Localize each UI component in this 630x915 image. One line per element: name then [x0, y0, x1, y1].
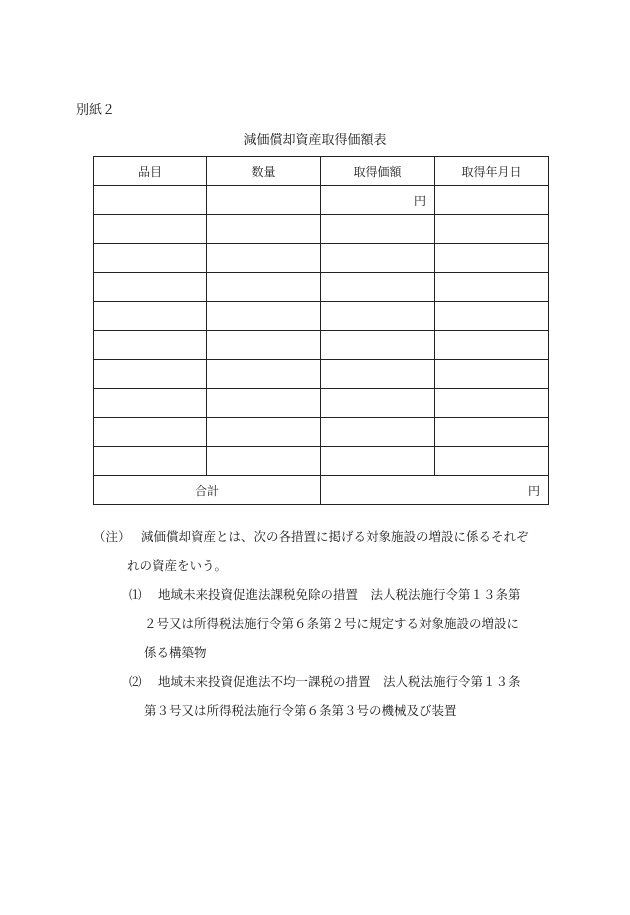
- cell-acquisition-date: [435, 215, 549, 244]
- cell-acquisition-date: [435, 302, 549, 331]
- attachment-label: 別紙２: [76, 103, 116, 118]
- cell-item: [94, 389, 207, 418]
- cell-quantity: [207, 389, 321, 418]
- cell-acquisition-date: [435, 244, 549, 273]
- header-item: 品目: [94, 157, 207, 186]
- cell-acquisition-cost: [321, 273, 435, 302]
- cell-quantity: [207, 273, 321, 302]
- cell-item: [94, 244, 207, 273]
- cell-acquisition-cost: [321, 360, 435, 389]
- cell-acquisition-date: [435, 360, 549, 389]
- cell-acquisition-date: [435, 418, 549, 447]
- table-row: [94, 331, 549, 360]
- note-item-1-line-2: ２号又は所得税法施行令第６条第２号に規定する対象施設の増設に: [144, 616, 520, 631]
- cell-acquisition-cost: [321, 418, 435, 447]
- table-header-row: [94, 157, 549, 186]
- table-row: [94, 302, 549, 331]
- cell-quantity: [207, 302, 321, 331]
- cell-item: [94, 273, 207, 302]
- header-acquisition-date: 取得年月日: [435, 157, 549, 186]
- cell-quantity: [207, 447, 321, 476]
- cell-item: [94, 360, 207, 389]
- table-row: [94, 215, 549, 244]
- table-row: [94, 186, 549, 215]
- cell-item: [94, 447, 207, 476]
- cell-acquisition-cost: [321, 389, 435, 418]
- cell-item: [94, 302, 207, 331]
- note-item-2-marker: ⑵: [129, 674, 142, 689]
- note-text-line-2: れの資産をいう。: [127, 558, 228, 573]
- cell-acquisition-date: [435, 331, 549, 360]
- total-row: [94, 476, 549, 505]
- cell-item: [94, 331, 207, 360]
- cell-quantity: [207, 418, 321, 447]
- cell-item: [94, 186, 207, 215]
- cell-acquisition-cost: 円: [321, 186, 435, 215]
- cell-acquisition-cost: [321, 302, 435, 331]
- cell-acquisition-cost: [321, 215, 435, 244]
- table-row: [94, 447, 549, 476]
- asset-cost-table: [93, 156, 549, 505]
- table-row: [94, 418, 549, 447]
- cell-acquisition-cost: [321, 447, 435, 476]
- cell-acquisition-date: [435, 447, 549, 476]
- cell-item: [94, 215, 207, 244]
- cell-item: [94, 418, 207, 447]
- document-title: 減価償却資産取得価額表: [243, 133, 387, 148]
- note-item-1-marker: ⑴: [129, 587, 142, 602]
- header-acquisition-cost: 取得価額: [321, 157, 435, 186]
- table-row: [94, 244, 549, 273]
- cell-acquisition-cost: [321, 331, 435, 360]
- cell-acquisition-cost: [321, 244, 435, 273]
- note-item-2-line-1: 地域未来投資促進法不均一課税の措置 法人税法施行令第１３条: [158, 674, 521, 689]
- cell-quantity: [207, 244, 321, 273]
- cell-quantity: [207, 360, 321, 389]
- note-item-2-line-2: 第３号又は所得税法施行令第６条第３号の機械及び装置: [144, 703, 457, 718]
- total-amount-unit: 円: [321, 476, 549, 505]
- note-item-1-line-1: 地域未来投資促進法課税免除の措置 法人税法施行令第１３条第: [158, 587, 521, 602]
- cell-acquisition-date: [435, 273, 549, 302]
- cell-quantity: [207, 186, 321, 215]
- table-row: [94, 389, 549, 418]
- cell-acquisition-date: [435, 186, 549, 215]
- cell-acquisition-date: [435, 389, 549, 418]
- total-label: 合計: [94, 476, 321, 505]
- note-text-line-1: 減価償却資産とは、次の各措置に掲げる対象施設の増設に係るそれぞ: [141, 529, 529, 544]
- cell-quantity: [207, 331, 321, 360]
- note-marker: （注）: [93, 529, 131, 544]
- table-row: [94, 360, 549, 389]
- table-row: [94, 273, 549, 302]
- header-quantity: 数量: [207, 157, 321, 186]
- cell-quantity: [207, 215, 321, 244]
- note-item-1-line-3: 係る構築物: [144, 645, 207, 660]
